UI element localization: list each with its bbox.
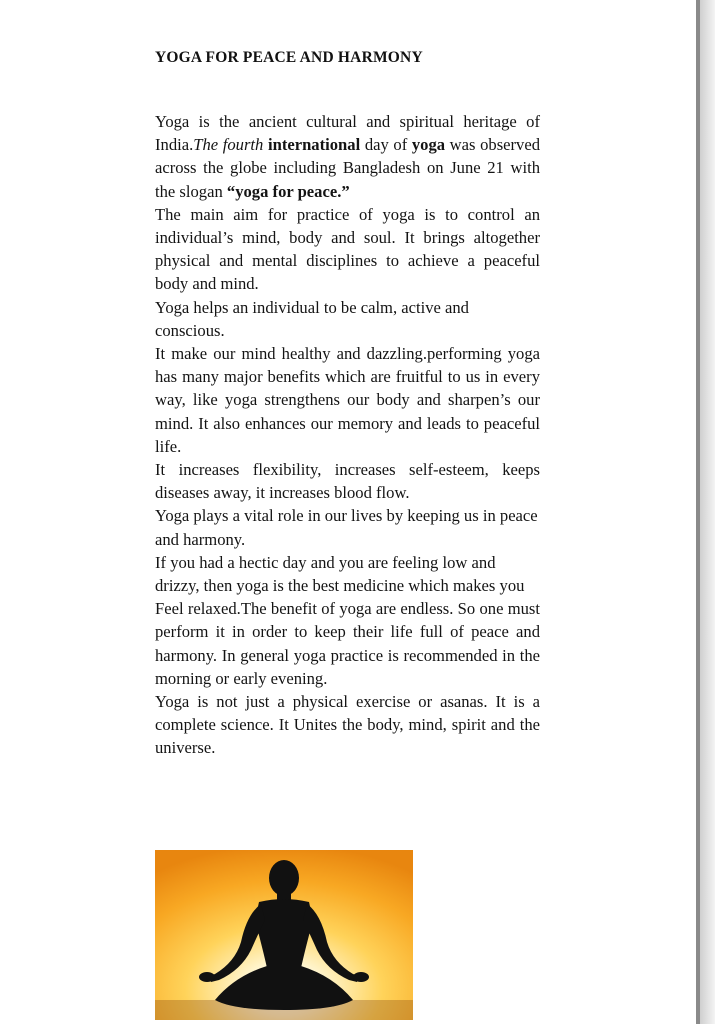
intro-bold-yoga: yoga xyxy=(411,135,446,155)
article-body xyxy=(155,110,540,760)
paragraph-hectic-day: If you had a hectic day and you are feeling low and drizzy, then yoga is the best medicine which makes you xyxy=(155,552,525,596)
intro-text-3: day of xyxy=(360,135,412,155)
paragraph-flexibility: It increases flexibility, increases self-esteem, keeps diseases away, it increases blood flow. xyxy=(155,460,540,503)
intro-text-1: Yoga is the ancient cultural and spiritual heritage of India. xyxy=(155,112,540,155)
paragraph-aim: The main aim for practice of yoga is to control an individual’s mind, body and soul. It brings altogether physical and mental disciplines to achieve a peaceful body and mind. xyxy=(155,204,540,294)
paragraph-benefits: It make our mind healthy and dazzling.performing yoga has many major benefits which are fruitful to us in every way, like yoga strengthens our body and sharpen’s our mind. It also enhances our memory and leads to peaceful life. xyxy=(155,344,540,456)
paragraph-calm: Yoga helps an individual to be calm, active and conscious. xyxy=(155,297,469,340)
paragraph-harmony: Yoga plays a vital role in our lives by keeping us in peace and harmony. xyxy=(155,506,538,549)
paragraph-relaxed: Feel relaxed.The benefit of yoga are endless. So one must perform it in order to keep their life full of peace and harmony. In general yoga practice is recommended in the morning or early evening. xyxy=(155,599,540,688)
page-edge-shadow xyxy=(700,0,715,1024)
intro-text-4: was observed across the globe including Bangladesh on June 21 with the slogan xyxy=(155,135,541,201)
intro-bold-international: international xyxy=(267,135,361,155)
meditation-illustration xyxy=(155,850,413,1020)
paragraph-science: Yoga is not just a physical exercise or asanas. It is a complete science. It Unites the body, mind, spirit and the universe. xyxy=(155,692,540,758)
article-title: YOGA FOR PEACE AND HARMONY xyxy=(155,49,423,66)
intro-italic: The fourth xyxy=(193,135,264,155)
meditation-silhouette-icon xyxy=(155,850,413,1020)
intro-paragraph xyxy=(155,110,540,203)
intro-bold-slogan: “yoga for peace.” xyxy=(226,181,350,201)
